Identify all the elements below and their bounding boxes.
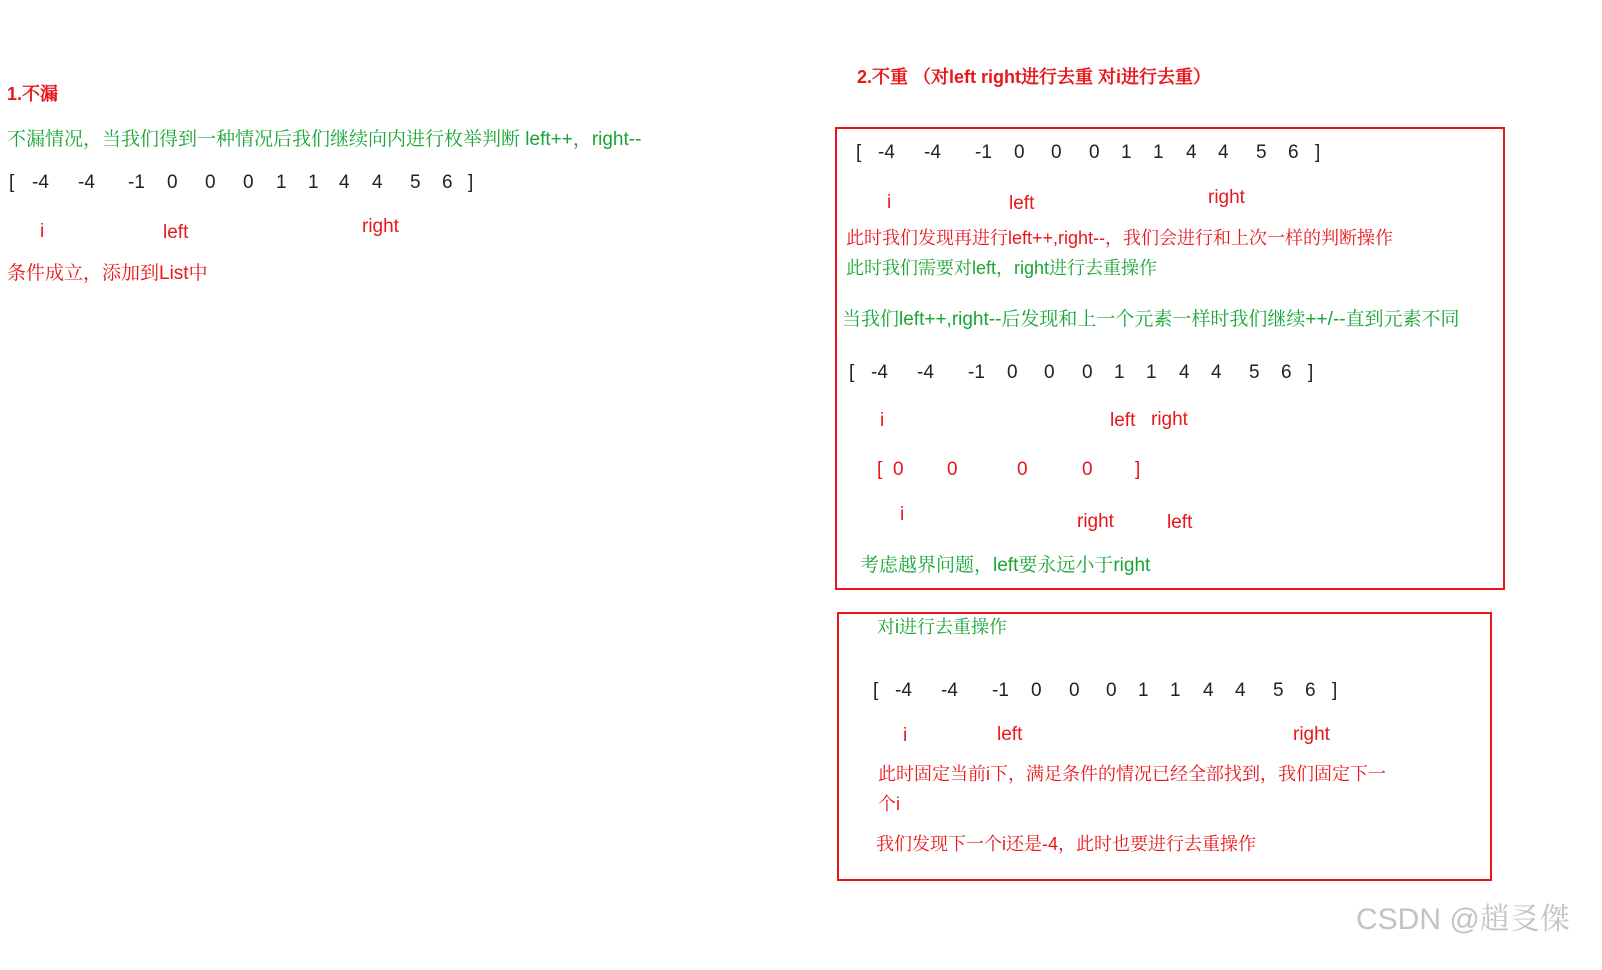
section2-array1 xyxy=(0,143,1400,165)
section1-title: 1.不漏 xyxy=(7,84,59,104)
array-item: 6 xyxy=(442,172,453,193)
section2-pointer2-i: i xyxy=(880,410,885,431)
array-item: -1 xyxy=(128,172,145,193)
array-item: 4 xyxy=(1186,142,1197,163)
section1-result: 条件成立，添加到List中 xyxy=(7,263,208,284)
section2-note2: 此时我们需要对left，right进行去重操作 xyxy=(846,258,1158,278)
section1-pointer-i: i xyxy=(40,221,45,242)
section3-pointer-right: right xyxy=(1293,724,1330,745)
array-item: ] xyxy=(1315,142,1321,163)
array-item: 1 xyxy=(1114,362,1125,383)
array-item: [ xyxy=(877,459,883,480)
array-item: 0 xyxy=(243,172,254,193)
array-item: 0 xyxy=(1082,459,1093,480)
csdn-watermark: CSDN @趙㕛傑 xyxy=(1356,903,1570,936)
array-item: 4 xyxy=(372,172,383,193)
array-item: 1 xyxy=(276,172,287,193)
array-item: -4 xyxy=(32,172,49,193)
array-item: -4 xyxy=(917,362,934,383)
array-item: 5 xyxy=(1256,142,1267,163)
array-item: ] xyxy=(1135,459,1141,480)
section2-pointer3-i: i xyxy=(900,504,905,525)
array-item: ] xyxy=(1332,680,1338,701)
array-item: 1 xyxy=(308,172,319,193)
array-item: 4 xyxy=(1211,362,1222,383)
section2-pointer1-left: left xyxy=(1009,193,1035,214)
array-item: 4 xyxy=(1235,680,1246,701)
array-item: [ xyxy=(849,362,855,383)
array-item: 0 xyxy=(1106,680,1117,701)
section3-note2: 我们发现下一个i还是-4，此时也要进行去重操作 xyxy=(876,834,1257,854)
section2-pointer3-right: right xyxy=(1077,511,1114,532)
section2-array2 xyxy=(0,363,1400,385)
array-item: -1 xyxy=(992,680,1009,701)
array-item: 1 xyxy=(1153,142,1164,163)
array-item: 5 xyxy=(410,172,421,193)
array-item: 5 xyxy=(1249,362,1260,383)
array-item: 0 xyxy=(1014,142,1025,163)
section3-pointer-i: i xyxy=(903,725,908,746)
array-item: 6 xyxy=(1281,362,1292,383)
array-item: 1 xyxy=(1138,680,1149,701)
array-item: 0 xyxy=(1031,680,1042,701)
array-item: 0 xyxy=(1051,142,1062,163)
array-item: [ xyxy=(856,142,862,163)
section3-note1-line1: 此时固定当前i下，满足条件的情况已经全部找到，我们固定下一 xyxy=(878,764,1386,784)
array-item: ] xyxy=(468,172,474,193)
array-item: -4 xyxy=(895,680,912,701)
section1-pointer-right: right xyxy=(362,216,399,237)
section3-note1-line2: 个i xyxy=(878,794,900,814)
section3-pointer-left: left xyxy=(997,724,1023,745)
array-item: 6 xyxy=(1288,142,1299,163)
array-item: 0 xyxy=(1044,362,1055,383)
array-item: 0 xyxy=(1089,142,1100,163)
array-item: 1 xyxy=(1146,362,1157,383)
section2-note4: 考虑越界问题，left要永远小于right xyxy=(860,555,1151,576)
section2-pointer2-left: left xyxy=(1110,410,1136,431)
array-item: -4 xyxy=(878,142,895,163)
array-item: -1 xyxy=(975,142,992,163)
array-item: 4 xyxy=(1218,142,1229,163)
array-item: 0 xyxy=(205,172,216,193)
section1-description: 不漏情况，当我们得到一种情况后我们继续向内进行枚举判断 left++，right-- xyxy=(7,129,642,150)
section1-pointer-left: left xyxy=(163,222,189,243)
section2-pointer1-i: i xyxy=(887,192,892,213)
array-item: [ xyxy=(873,680,879,701)
section2-note1: 此时我们发现再进行left++,right--，我们会进行和上次一样的判断操作 xyxy=(846,228,1394,248)
array-item: -4 xyxy=(924,142,941,163)
array-item: -4 xyxy=(78,172,95,193)
array-item: 1 xyxy=(1121,142,1132,163)
array-item: 4 xyxy=(339,172,350,193)
array-item: 0 xyxy=(893,459,904,480)
section2-array3 xyxy=(0,460,1400,482)
array-item: 1 xyxy=(1170,680,1181,701)
section2-title: 2.不重 （对left right进行去重 对i进行去重） xyxy=(857,67,1212,87)
array-item: 4 xyxy=(1203,680,1214,701)
array-item: -4 xyxy=(941,680,958,701)
array-item: -4 xyxy=(871,362,888,383)
array-item: ] xyxy=(1308,362,1314,383)
array-item: 5 xyxy=(1273,680,1284,701)
array-item: 4 xyxy=(1179,362,1190,383)
section3-title: 对i进行去重操作 xyxy=(877,617,1007,637)
section2-pointer3-left: left xyxy=(1167,512,1193,533)
section2-pointer1-right: right xyxy=(1208,187,1245,208)
array-item: 0 xyxy=(167,172,178,193)
section2-note3: 当我们left++,right--后发现和上一个元素一样时我们继续++/--直到元素不同 xyxy=(842,309,1460,330)
array-item: 0 xyxy=(1082,362,1093,383)
array-item: 0 xyxy=(1017,459,1028,480)
array-item: 0 xyxy=(947,459,958,480)
array-item: 0 xyxy=(1007,362,1018,383)
section2-pointer2-right: right xyxy=(1151,409,1188,430)
array-item: 0 xyxy=(1069,680,1080,701)
section1-array xyxy=(0,173,520,195)
array-item: -1 xyxy=(968,362,985,383)
array-item: [ xyxy=(9,172,15,193)
section3-array xyxy=(0,681,1400,703)
array-item: 6 xyxy=(1305,680,1316,701)
